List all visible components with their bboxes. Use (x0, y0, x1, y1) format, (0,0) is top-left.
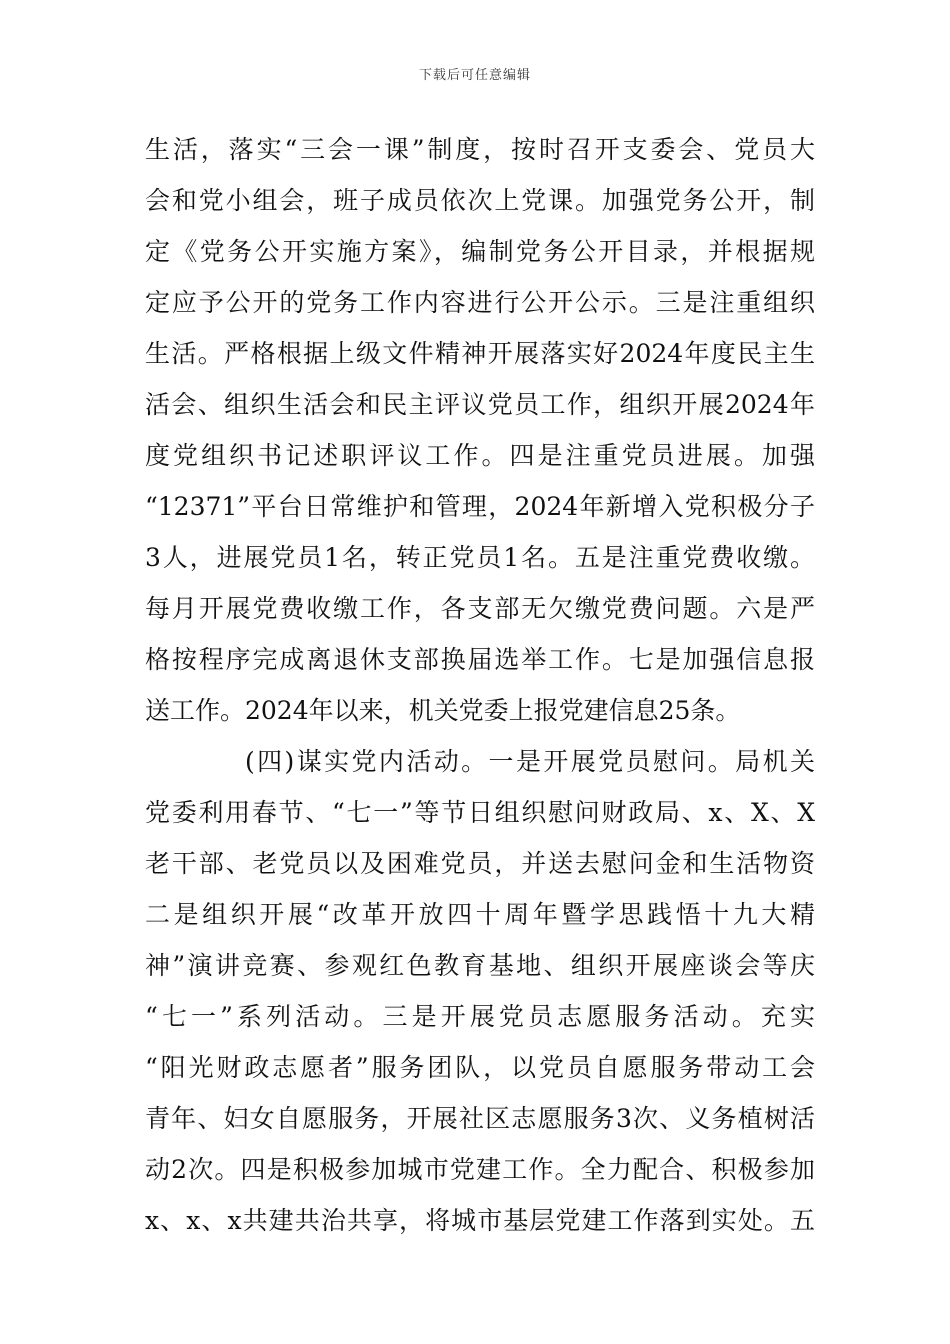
paragraph-line: 生活，落实“三会一课”制度，按时召开支委会、党员大 (145, 135, 815, 164)
paragraph-line: 党委利用春节、“七一”等节日组织慰问财政局、x、X、X (145, 798, 815, 827)
paragraph-line: 青年、妇女自愿服务，开展社区志愿服务3次、义务植树活 (145, 1104, 815, 1133)
paragraph-line: 二是组织开展“改革开放四十周年暨学思践悟十九大精 (145, 900, 815, 929)
page-header-note: 下载后可任意编辑 (418, 68, 531, 83)
paragraph-line: (四)谋实党内活动。一是开展党员慰问。局机关 (245, 747, 815, 776)
paragraph-line: 格按程序完成离退休支部换届选举工作。七是加强信息报 (145, 645, 815, 674)
paragraph-line: 定应予公开的党务工作内容进行公开公示。三是注重组织 (145, 288, 815, 317)
paragraph-line: 神”演讲竞赛、参观红色教育基地、组织开展座谈会等庆 (145, 951, 815, 980)
paragraph-line: “七一”系列活动。三是开展党员志愿服务活动。充实 (145, 1002, 815, 1031)
paragraph-line: 老干部、老党员以及困难党员，并送去慰问金和生活物资 (145, 849, 815, 878)
paragraph-line: “阳光财政志愿者”服务团队，以党员自愿服务带动工会 (145, 1053, 815, 1082)
paragraph-line: 3人，进展党员1名，转正党员1名。五是注重党费收缴。 (145, 543, 815, 572)
paragraph-line: x、x、x共建共治共享，将城市基层党建工作落到实处。五 (145, 1206, 815, 1235)
paragraph-line: “12371”平台日常维护和管理，2024年新增入党积极分子 (145, 492, 815, 521)
paragraph-line: 每月开展党费收缴工作，各支部无欠缴党费问题。六是严 (145, 594, 815, 623)
paragraph-line: 活会、组织生活会和民主评议党员工作，组织开展2024年 (145, 390, 815, 419)
paragraph-line: 会和党小组会，班子成员依次上党课。加强党务公开，制 (145, 186, 815, 215)
paragraph-line: 定《党务公开实施方案》，编制党务公开目录，并根据规 (145, 237, 815, 266)
paragraph-line: 生活。严格根据上级文件精神开展落实好2024年度民主生 (145, 339, 815, 368)
paragraph-line: 动2次。四是积极参加城市党建工作。全力配合、积极参加 (145, 1155, 815, 1184)
paragraph-line: 度党组织书记述职评议工作。四是注重党员进展。加强 (145, 441, 815, 470)
paragraph-line: 送工作。2024年以来，机关党委上报党建信息25条。 (145, 696, 741, 725)
document-body (145, 124, 815, 1246)
